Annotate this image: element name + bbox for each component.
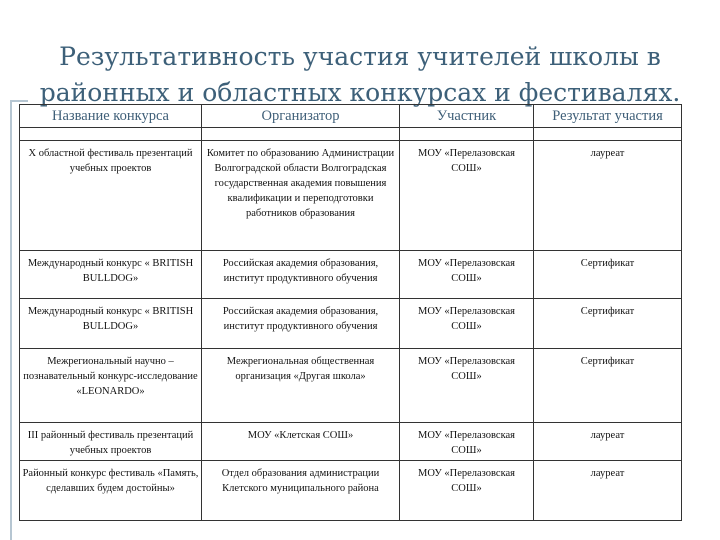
result-cell: Сертификат [534, 299, 682, 349]
header-organizer: Организатор [202, 105, 400, 128]
result-cell: лауреат [534, 461, 682, 521]
table-row [20, 251, 682, 299]
decorative-frame-left [10, 100, 12, 540]
participant-cell: МОУ «Перелазовская СОШ» [400, 461, 534, 521]
spacer-cell [534, 128, 682, 141]
spacer-cell [400, 128, 534, 141]
spacer-cell [20, 128, 202, 141]
result-cell: Сертификат [534, 251, 682, 299]
organizer-cell: Российская академия образования, институт продуктивного обучения [202, 251, 400, 299]
table-row [20, 299, 682, 349]
table-row [20, 349, 682, 423]
contest-name-cell: Межрегиональный научно – познавательный конкурс-исследование «LEONARDO» [20, 349, 202, 423]
organizer-cell: Российская академия образования, институт продуктивного обучения [202, 299, 400, 349]
organizer-cell: Отдел образования администрации Клетского муниципального района [202, 461, 400, 521]
table-header-row [20, 105, 682, 128]
table-row [20, 461, 682, 521]
organizer-cell: Комитет по образованию Администрации Волгоградской области Волгоградская государственная академия повышения квалификации и переподготовки работников образования [202, 141, 400, 251]
table-row [20, 141, 682, 251]
table-row [20, 423, 682, 461]
participant-cell: МОУ «Перелазовская СОШ» [400, 423, 534, 461]
header-result: Результат участия [534, 105, 682, 128]
contest-name-cell: Международный конкурс « BRITISH BULLDOG» [20, 251, 202, 299]
participant-cell: МОУ «Перелазовская СОШ» [400, 299, 534, 349]
header-contest-name: Название конкурса [20, 105, 202, 128]
result-cell: лауреат [534, 423, 682, 461]
participant-cell: МОУ «Перелазовская СОШ» [400, 251, 534, 299]
spacer-cell [202, 128, 400, 141]
contest-name-cell: Районный конкурс фестиваль «Память, сделавших будем достойны» [20, 461, 202, 521]
page-title [0, 39, 720, 111]
contest-name-cell: III районный фестиваль презентаций учебных проектов [20, 423, 202, 461]
result-cell: Сертификат [534, 349, 682, 423]
table-spacer-row [20, 128, 682, 141]
header-participant: Участник [400, 105, 534, 128]
organizer-cell: Межрегиональная общественная организация «Другая школа» [202, 349, 400, 423]
contest-name-cell: Международный конкурс « BRITISH BULLDOG» [20, 299, 202, 349]
page-title-line-1: Результативность участия учителей школы в [59, 41, 661, 71]
organizer-cell: МОУ «Клетская СОШ» [202, 423, 400, 461]
contests-table [19, 104, 682, 521]
page-title-line-2: районных и областных конкурсах и фестивалях. [39, 77, 681, 107]
participant-cell: МОУ «Перелазовская СОШ» [400, 349, 534, 423]
result-cell: лауреат [534, 141, 682, 251]
contest-name-cell: X областной фестиваль презентаций учебных проектов [20, 141, 202, 251]
participant-cell: МОУ «Перелазовская СОШ» [400, 141, 534, 251]
